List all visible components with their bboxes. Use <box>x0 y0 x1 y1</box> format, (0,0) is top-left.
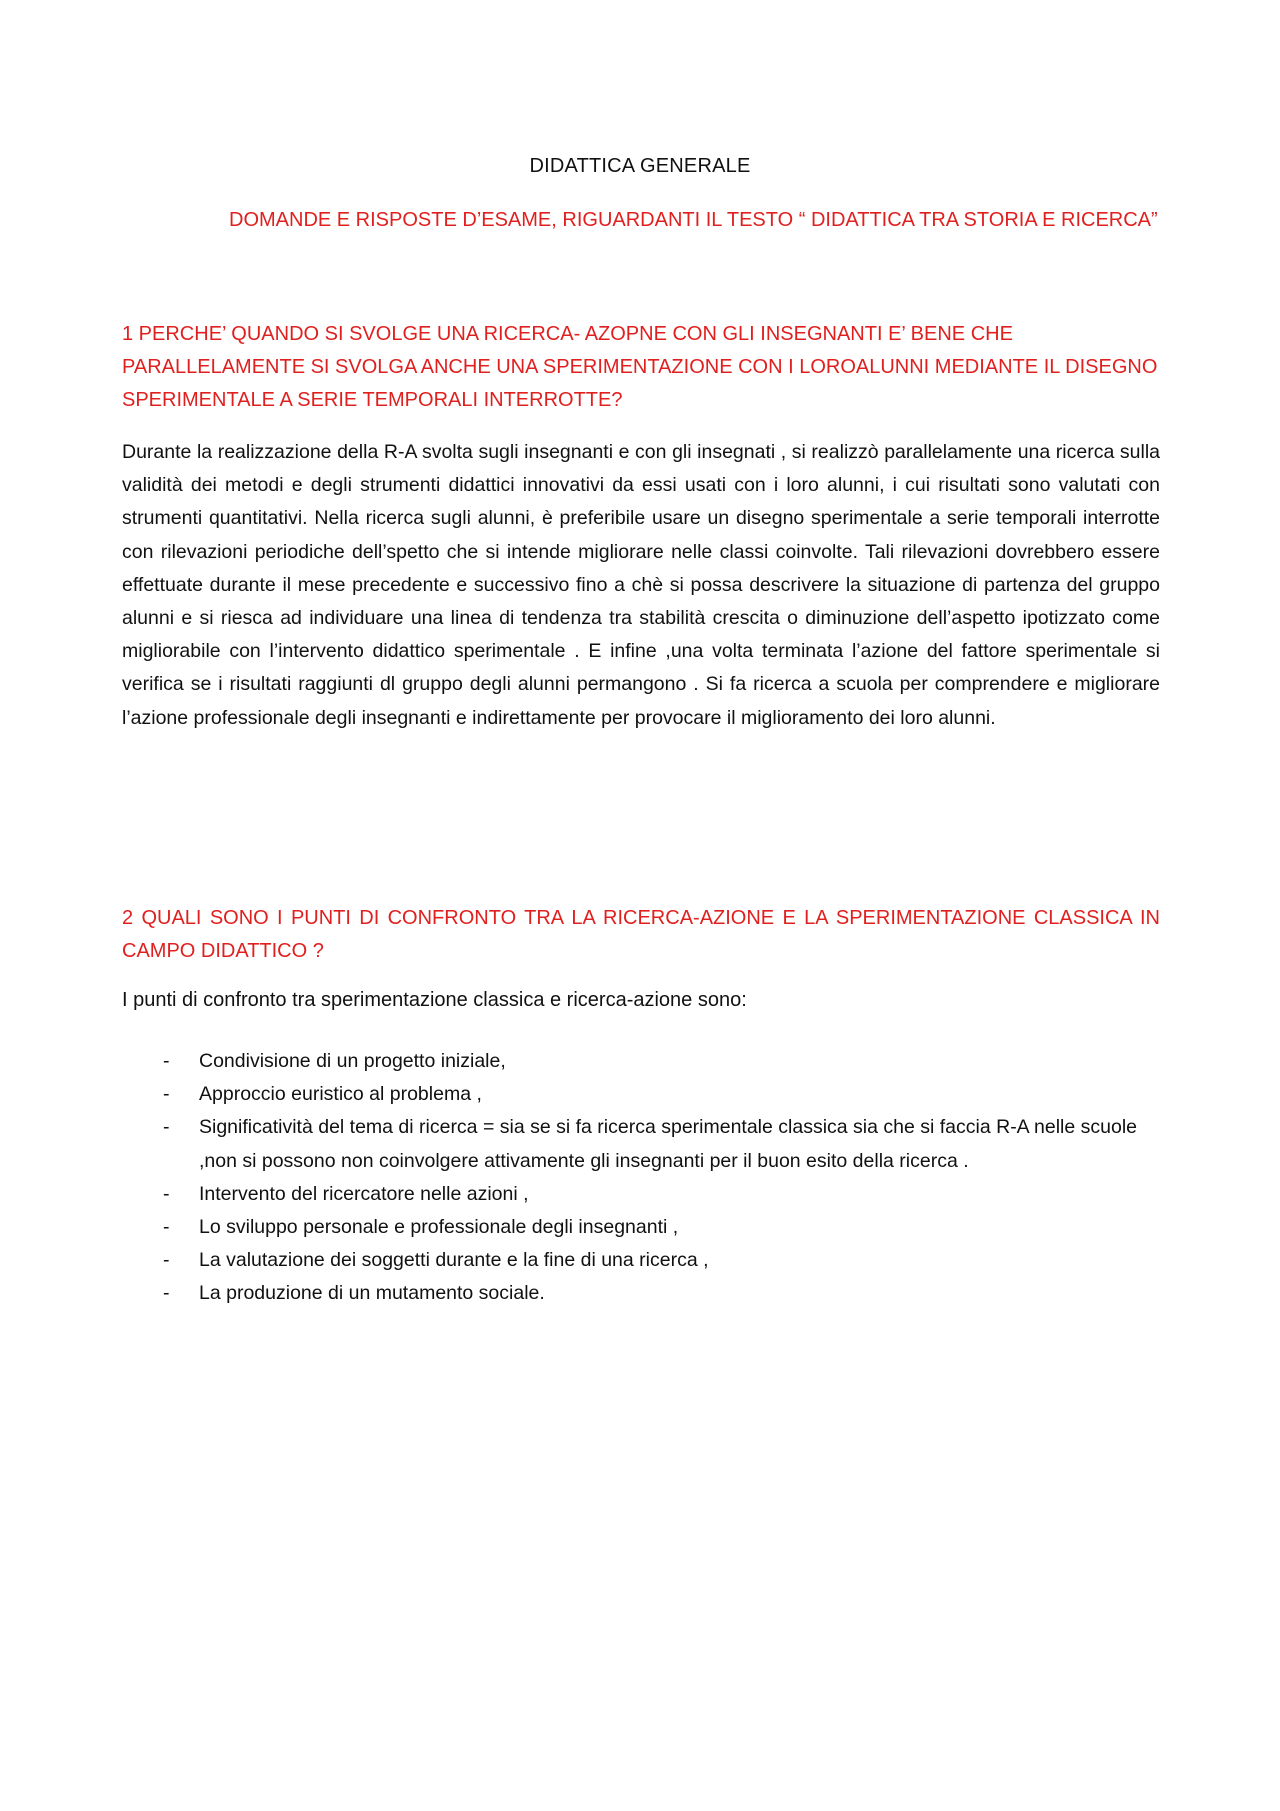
document-subtitle: DOMANDE E RISPOSTE D’ESAME, RIGUARDANTI IL TESTO “ DIDATTICA TRA STORIA E RICERCA” <box>229 209 1158 231</box>
answer-1: Durante la realizzazione della R-A svolta sugli insegnanti e con gli insegnati , si realizzò parallelamente una ricerca sulla validità dei metodi e degli strumenti didattici innovativi da essi usati con i loro alunni, i cui risultati sono valutati con strumenti quantitativi. Nella ricerca sugli alunni, è preferibile usare un disegno sperimentale a serie temporali interrotte con rilevazioni periodiche dell’spetto che si intende migliorare nelle classi coinvolte. Tali rilevazioni dovrebbero essere effettuate durante il mese precedente e successivo fino a chè si possa descrivere la situazione di partenza del gruppo alunni e si riesca ad individuare una linea di tendenza tra stabilità crescita o diminuzione dell’aspetto ipotizzato come migliorabile con l’intervento didattico sperimentale . E infine ,una volta terminata l’azione del fattore sperimentale si verifica se i risultati raggiunti dl gruppo degli alunni permangono . Si fa ricerca a scuola per comprendere e migliorare l’azione professionale degli insegnanti e indirettamente per provocare il miglioramento dei loro alunni. <box>122 441 1160 729</box>
list-item <box>122 1277 1162 1310</box>
question-1: 1 PERCHE’ QUANDO SI SVOLGE UNA RICERCA- AZOPNE CON GLI INSEGNANTI E’ BENE CHE PARALLELAMENTE SI SVOLGA ANCHE UNA SPERIMENTAZIONE CON I LOROALUNNI MEDIANTE IL DISEGNO SPERIMENTALE A SERIE TEMPORALI INTERROTTE? <box>122 323 1158 411</box>
bullet-dash: - <box>163 1116 170 1139</box>
question-2: 2 QUALI SONO I PUNTI DI CONFRONTO TRA LA RICERCA-AZIONE E LA SPERIMENTAZIONE CLASSICA IN CAMPO DIDATTICO ? <box>122 907 1160 962</box>
list-item <box>122 1211 1162 1244</box>
list-item-text: Intervento del ricercatore nelle azioni , <box>199 1182 529 1205</box>
answer-2-intro: I punti di confronto tra sperimentazione classica e ricerca-azione sono: <box>122 989 747 1011</box>
comparison-points-list <box>122 1045 1162 1311</box>
bullet-dash: - <box>163 1282 170 1305</box>
list-item <box>122 1045 1162 1078</box>
list-item-text: Condivisione di un progetto iniziale, <box>199 1050 506 1072</box>
list-item <box>122 1178 1162 1211</box>
list-item-text: Significatività del tema di ricerca = sia se si fa ricerca sperimentale classica sia che si faccia R-A nelle scuole ,non si possono non coinvolgere attivamente gli insegnanti per il buon esito della ricerca . <box>199 1116 1138 1172</box>
list-item-text: Lo sviluppo personale e professionale degli insegnanti , <box>199 1216 679 1239</box>
list-item <box>122 1078 1162 1111</box>
bullet-dash: - <box>163 1216 170 1239</box>
list-item-text: La produzione di un mutamento sociale. <box>199 1282 545 1305</box>
list-item-text: La valutazione dei soggetti durante e la fine di una ricerca , <box>199 1249 709 1272</box>
bullet-dash: - <box>163 1249 170 1272</box>
bullet-dash: - <box>163 1182 170 1205</box>
document-title: DIDATTICA GENERALE <box>529 155 751 177</box>
list-item-text: Approccio euristico al problema , <box>199 1083 482 1106</box>
bullet-dash: - <box>163 1083 170 1106</box>
bullet-dash: - <box>163 1050 170 1072</box>
list-item <box>122 1111 1162 1177</box>
list-item <box>122 1244 1162 1277</box>
